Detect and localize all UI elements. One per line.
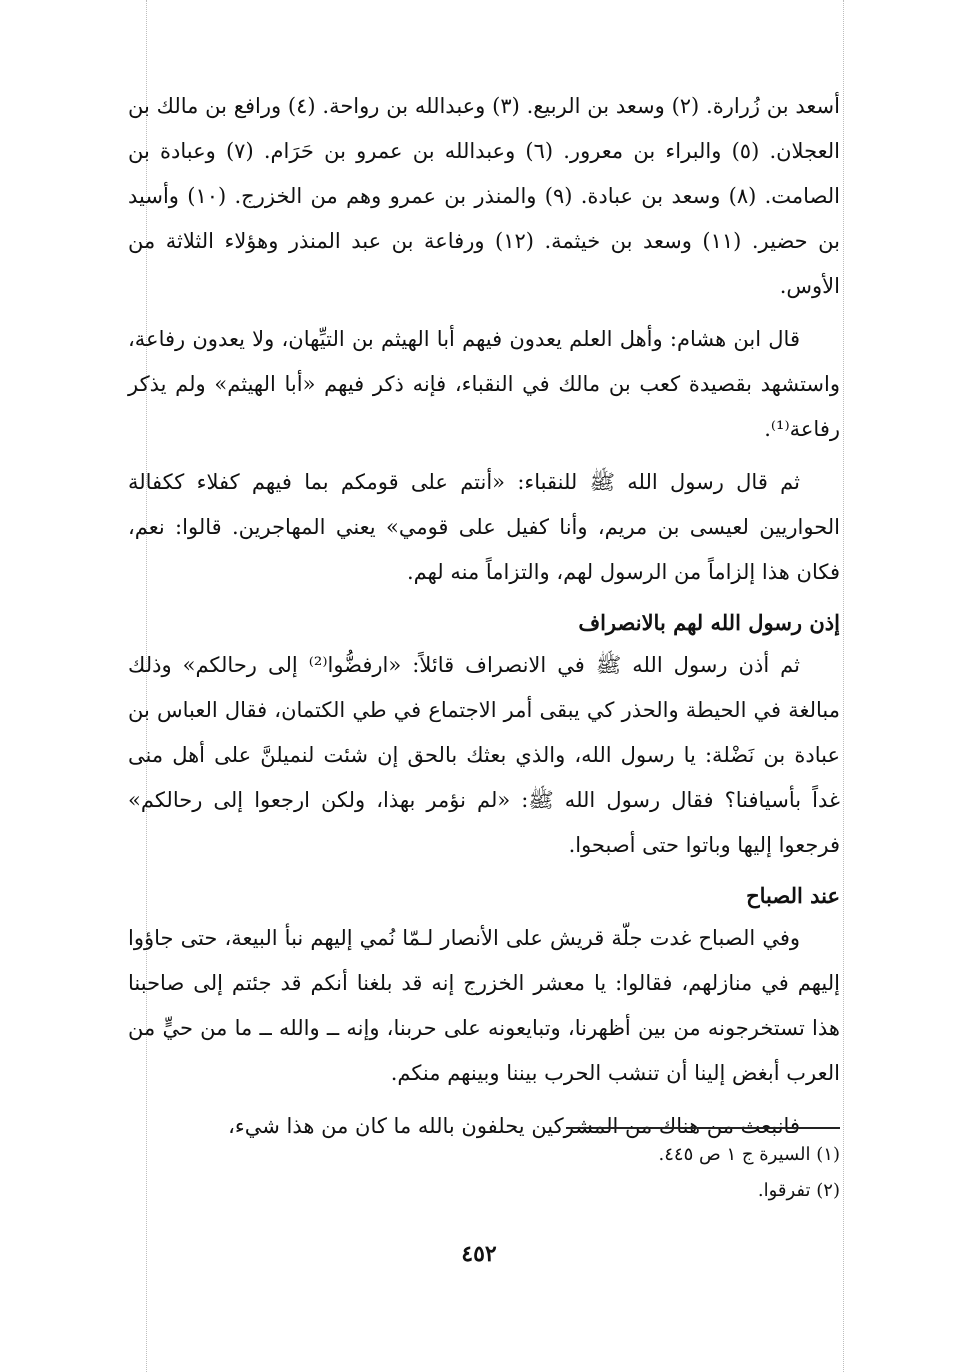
page-number: ٤٥٢ <box>461 1241 497 1267</box>
paragraph-morning: وفي الصباح غدت جلّة قريش على الأنصار لـمّا نُمي إليهم نبأ البيعة، حتى جاؤوا إليهم في منازلهم، فقالوا: يا معشر الخزرج إنه قد بلغنا أنكم قد جئتم إلى صاحبنا هذا تستخرجونه من بين أظهرنا، وتبايعونه على حربنا، وإنه ــ والله ــ ما من حيٍّ من العرب أبغض إلينا أن تنشب الحرب بيننا وبينهم منكم. <box>128 926 840 1085</box>
paragraph-ibn-hisham: قال ابن هشام: وأهل العلم يعدون فيهم أبا الهيثم بن التيِّهان، ولا يعدون رفاعة، واستشهد بقصيدة كعب بن مالك في النقباء، فإنه ذكر فيهم «أبا الهيثم» ولم يذكر رفاعة⁽¹⁾. <box>128 327 840 441</box>
paragraph-polytheists: فانبعث من هناك من المشركين يحلفون بالله ما كان من هذا شيء، <box>228 1114 800 1138</box>
paragraph-prophet-to-naqaba: ثم قال رسول الله ﷺ للنقباء: «أنتم على قومكم بما فيهم كفلاء ككفالة الحواريين لعيسى بن مريم، وأنا كفيل على قومي» يعني المهاجرين. قالوا: نعم، فكان هذا إلزاماً من الرسول لهم، والتزاماً منه لهم. <box>128 470 840 584</box>
section-heading-departure: إذن رسول الله لهم بالانصراف <box>578 610 840 635</box>
footnotes <box>400 1137 840 1209</box>
footnote-2: (٢) تفرقوا. <box>757 1180 840 1201</box>
paragraph-departure: ثم أذن رسول الله ﷺ في الانصراف قائلاً: «ارفضُّوا⁽²⁾ إلى رحالكم» وذلك مبالغة في الحيطة والحذر كي يبقى أمر الاجتماع في طي الكتمان، فقال العباس بن عبادة بن نَضْلة: يا رسول الله، والذي بعثك بالحق إن شئت لنميلنَّ على أهل منى غداً بأسيافنا؟ فقال رسول الله ﷺ: «لم نؤمر بهذا، ولكن ارجعوا إلى رحالكم» فرجعوا إليها وباتوا حتى أصبحوا. <box>128 653 840 857</box>
right-margin-guide <box>843 0 844 1372</box>
main-text-column <box>128 84 840 1157</box>
paragraph-naqaba-list: أسعد بن زُرارة. (٢) وسعد بن الربيع. (٣) وعبدالله بن رواحة. (٤) ورافع بن مالك بن العجلان. (٥) والبراء بن معرور. (٦) وعبدالله بن عمرو بن حَرَام. (٧) وعبادة بن الصامت. (٨) وسعد بن عبادة. (٩) والمنذر بن عمرو وهم من الخزرج. (١٠) وأسيد بن حضير. (١١) وسعد بن خيثمة. (١٢) ورفاعة بن عبد المنذر وهؤلاء الثلاثة من الأوس. <box>128 94 841 298</box>
footnote-divider <box>566 1127 840 1129</box>
section-heading-morning: عند الصباح <box>746 883 840 908</box>
footnote-1: (١) السيرة ج ١ ص ٤٤٥. <box>658 1144 840 1165</box>
